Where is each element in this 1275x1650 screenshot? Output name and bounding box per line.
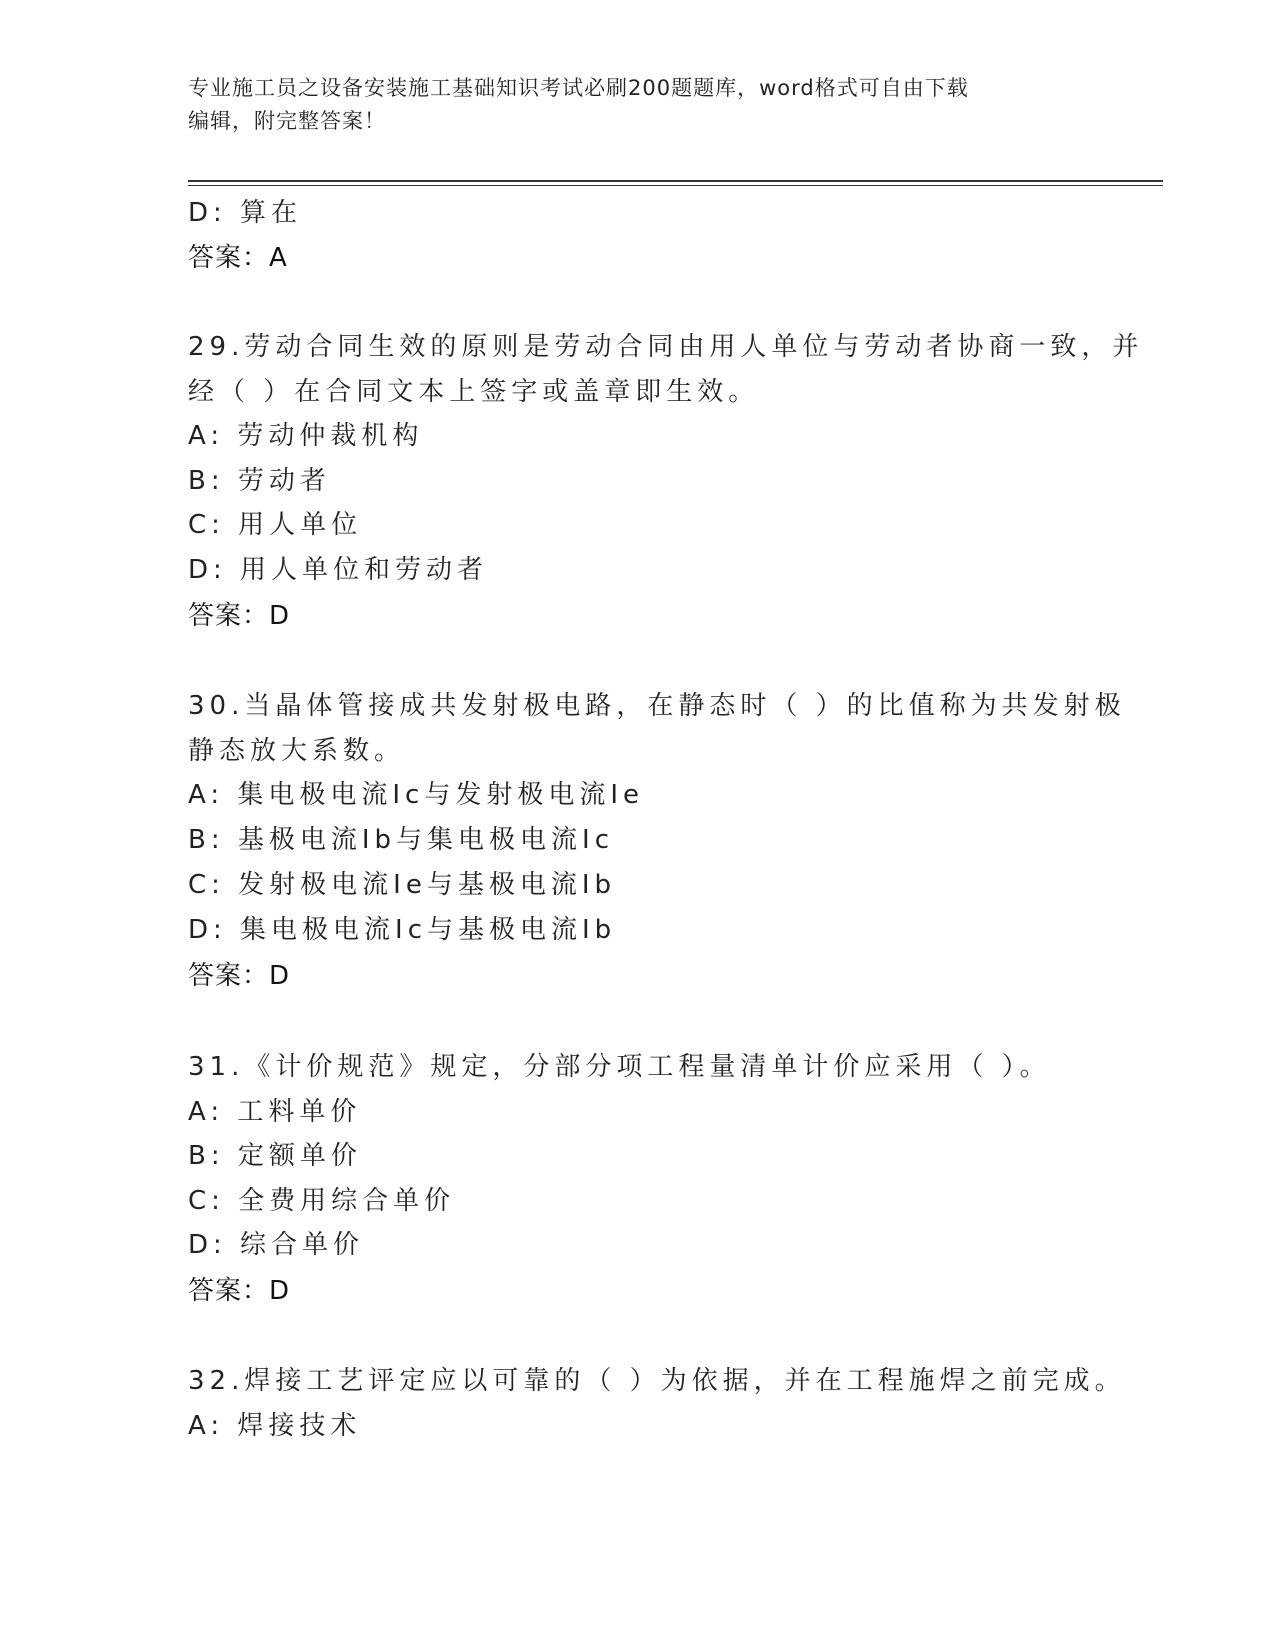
header-line-1: 专业施工员之设备安装施工基础知识考试必刷200题题库，word格式可自由下载 <box>188 76 969 100</box>
q29-option-b: B: 劳动者 <box>188 466 331 496</box>
q30-option-d: D: 集电极电流Ic与基极电流Ib <box>188 915 617 945</box>
q30-stem-line-1: 30.当晶体管接成共发射极电路，在静态时（ ）的比值称为共发射极 <box>188 691 1126 721</box>
q29-option-a: A: 劳动仲裁机构 <box>188 421 424 451</box>
q31-option-b: B: 定额单价 <box>188 1141 362 1171</box>
q31-stem-line-1: 31.《计价规范》规定，分部分项工程量清单计价应采用（ ）。 <box>188 1052 1051 1082</box>
q30-stem-line-2: 静态放大系数。 <box>188 736 406 766</box>
q29-stem-line-1: 29.劳动合同生效的原则是劳动合同由用人单位与劳动者协商一致，并 <box>188 332 1144 362</box>
q31-answer: 答案：D <box>188 1276 291 1306</box>
document-header <box>188 72 1088 138</box>
q32-option-a: A: 焊接技术 <box>188 1411 362 1441</box>
header-divider-thick <box>188 180 1163 182</box>
q31-option-a: A: 工料单价 <box>188 1097 362 1127</box>
q31-option-d: D: 综合单价 <box>188 1230 365 1260</box>
q31-option-c: C: 全费用综合单价 <box>188 1186 456 1216</box>
q29-stem-line-2: 经（ ）在合同文本上签字或盖章即生效。 <box>188 377 760 407</box>
q32-stem-line-1: 32.焊接工艺评定应以可靠的（ ）为依据，并在工程施焊之前完成。 <box>188 1366 1126 1396</box>
q29-answer: 答案：D <box>188 601 291 631</box>
q28-answer: 答案：A <box>188 243 288 273</box>
q28-option-d: D: 算在 <box>188 198 303 228</box>
q29-option-d: D: 用人单位和劳动者 <box>188 555 489 585</box>
q30-option-c: C: 发射极电流Ie与基极电流Ib <box>188 870 617 900</box>
q30-option-b: B: 基极电流Ib与集电极电流Ic <box>188 825 614 855</box>
q30-option-a: A: 集电极电流Ic与发射极电流Ie <box>188 780 644 810</box>
q29-option-c: C: 用人单位 <box>188 510 363 540</box>
header-line-2: 编辑，附完整答案！ <box>188 109 386 133</box>
header-divider-thin <box>188 185 1163 186</box>
q30-answer: 答案：D <box>188 961 291 991</box>
